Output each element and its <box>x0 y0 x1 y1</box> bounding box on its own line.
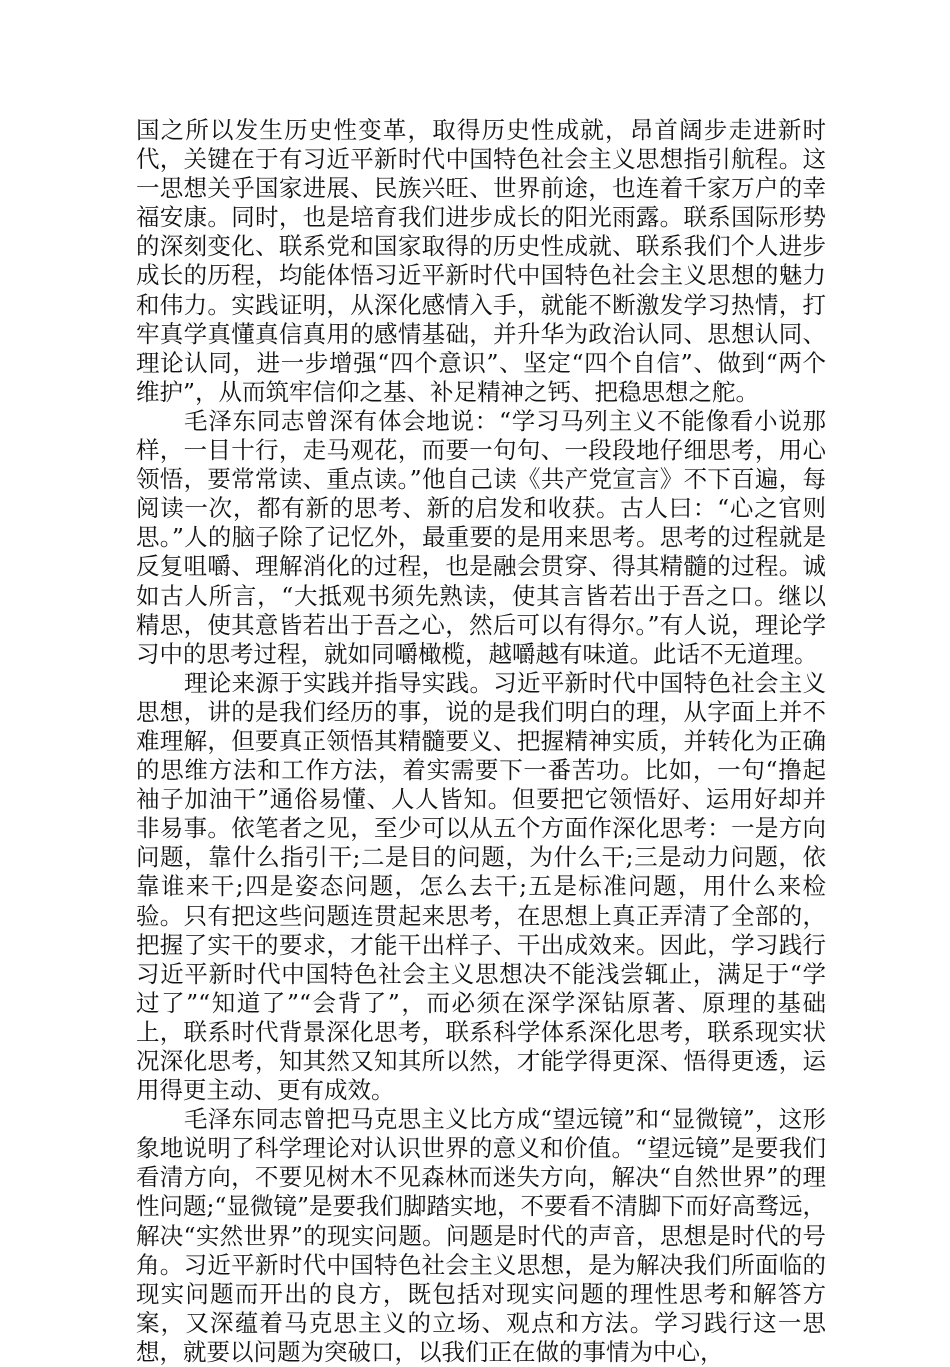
document-body <box>136 116 826 1367</box>
paragraph-4: 毛泽东同志曾把马克思主义比方成“望远镜”和“显微镜”，这形象地说明了科学理论对认识世界的意义和价值。“望远镜”是要我们看清方向，不要见树木不见森林而迷失方向，解决“自然世界”的理性问题;“显微镜”是要我们脚踏实地，不要看不清脚下而好高骛远，解决“实然世界”的现实问题。问题是时代的声音，思想是时代的号角。习近平新时代中国特色社会主义思想，是为解决我们所面临的现实问题而开出的良方，既包括对现实问题的理性思考和解答方案，又深蕴着马克思主义的立场、观点和方法。学习践行这一思想，就要以问题为突破口，以我们正在做的事情为中心， <box>136 1105 826 1366</box>
paragraph-1: 国之所以发生历史性变革，取得历史性成就，昂首阔步走进新时代，关键在于有习近平新时代中国特色社会主义思想指引航程。这一思想关乎国家进展、民族兴旺、世界前途，也连着千家万户的幸福安康。同时，也是培育我们进步成长的阳光雨露。联系国际形势的深刻变化、联系党和国家取得的历史性成就、联系我们个人进步成长的历程，均能体悟习近平新时代中国特色社会主义思想的魅力和伟力。实践证明，从深化感情入手，就能不断激发学习热情，打牢真学真懂真信真用的感情基础，并升华为政治认同、思想认同、理论认同，进一步增强“四个意识”、坚定“四个自信”、做到“两个维护”，从而筑牢信仰之基、补足精神之钙、把稳思想之舵。 <box>136 116 826 406</box>
paragraph-2: 毛泽东同志曾深有体会地说：“学习马列主义不能像看小说那样，一目十行，走马观花，而要一句句、一段段地仔细思考，用心领悟，要常常读、重点读。”他自己读《共产党宣言》不下百遍，每阅读一次，都有新的思考、新的启发和收获。古人曰：“心之官则思。”人的脑子除了记忆外，最重要的是用来思考。思考的过程就是反复咀嚼、理解消化的过程，也是融会贯穿、得其精髓的过程。诚如古人所言，“大抵观书须先熟读，使其言皆若出于吾之口。继以精思，使其意皆若出于吾之心，然后可以有得尔。”有人说，理论学习中的思考过程，就如同嚼橄榄，越嚼越有味道。此话不无道理。 <box>136 406 826 668</box>
paragraph-3: 理论来源于实践并指导实践。习近平新时代中国特色社会主义思想，讲的是我们经历的事，说的是我们明白的理，从字面上并不难理解，但要真正领悟其精髓要义、把握精神实质，并转化为正确的思维方法和工作方法，着实需要下一番苦功。比如，一句“撸起袖子加油干”通俗易懂、人人皆知。但要把它领悟好、运用好却并非易事。依笔者之见，至少可以从五个方面作深化思考：一是方向问题，靠什么指引干;二是目的问题，为什么干;三是动力问题，依靠谁来干;四是姿态问题，怎么去干;五是标准问题，用什么来检验。只有把这些问题连贯起来思考，在思想上真正弄清了全部的，把握了实干的要求，才能干出样子、干出成效来。因此，学习践行习近平新时代中国特色社会主义思想决不能浅尝辄止，满足于“学过了”“知道了”“会背了”，而必须在深学深钻原著、原理的基础上，联系时代背景深化思考，联系科学体系深化思考，联系现实状况深化思考，知其然又知其所以然，才能学得更深、悟得更透，运用得更主动、更有成效。 <box>136 668 826 1105</box>
